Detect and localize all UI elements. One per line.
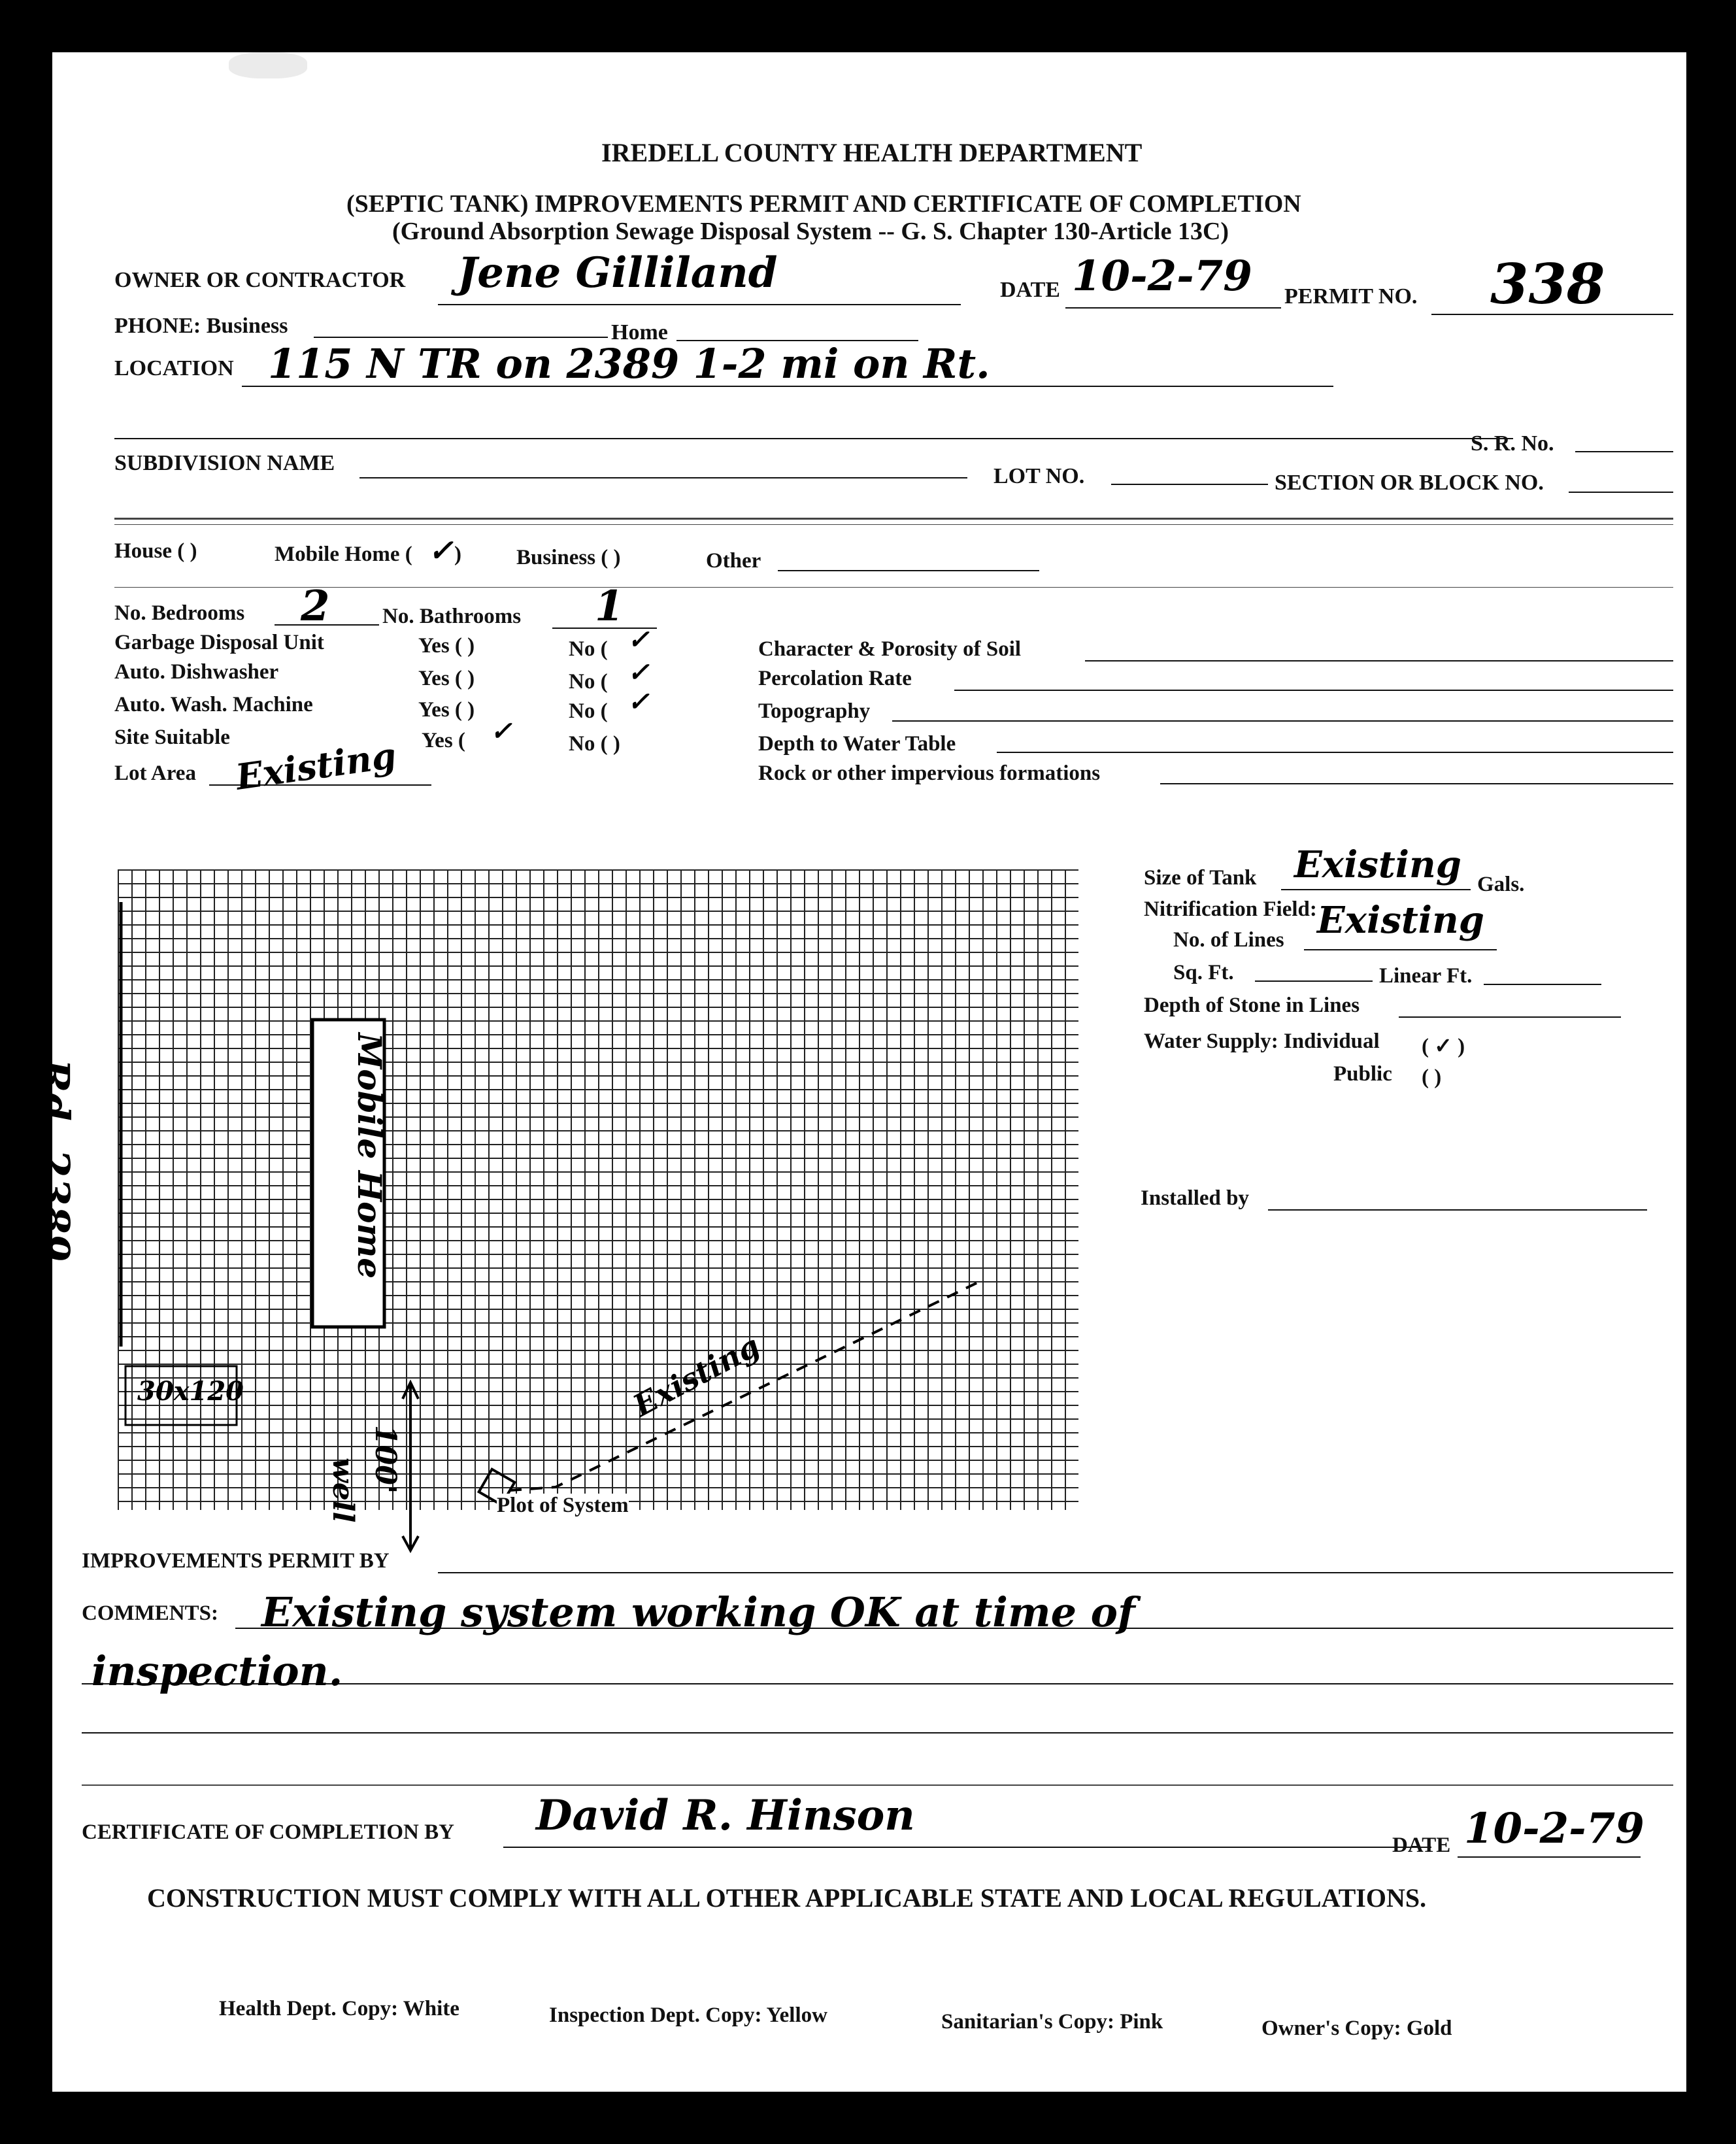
tank-size-value: Existing (1294, 843, 1461, 886)
certificate-date-line (1458, 1856, 1641, 1858)
lot-label: LOT NO. (993, 464, 1085, 488)
sanitarian-copy: Sanitarian's Copy: Pink (941, 2010, 1163, 2034)
bathrooms-label: No. Bathrooms (382, 605, 522, 628)
lines-value: Existing (1317, 899, 1484, 942)
stone-line (1399, 1016, 1621, 1018)
gallons-label: Gals. (1477, 873, 1525, 896)
topography-label: Topography (758, 699, 871, 723)
water-public-mark: ( ) (1422, 1065, 1442, 1089)
bathrooms-value: 1 (595, 582, 624, 631)
comments-text-1: Existing system working OK at time of (261, 1588, 1135, 1636)
owner-label: OWNER OR CONTRACTOR (114, 268, 406, 292)
location-label: LOCATION (114, 356, 234, 380)
subdivision-label: SUBDIVISION NAME (114, 451, 335, 475)
section-line (1569, 492, 1673, 493)
form-subtitle: (SEPTIC TANK) IMPROVEMENTS PERMIT AND CERTIFICATE OF COMPLETION (346, 190, 1301, 218)
permit-label: PERMIT NO. (1284, 284, 1418, 309)
road-label: Rd. 2389 (31, 1059, 78, 1262)
date-line (1065, 307, 1281, 309)
site-label: Site Suitable (114, 726, 230, 749)
sr-label: S. R. No. (1471, 431, 1554, 456)
bedrooms-label: No. Bedrooms (114, 601, 245, 625)
other-line (778, 570, 1039, 571)
dishwasher-no: No ( (569, 670, 608, 694)
nitrification-label: Nitrification Field: (1144, 897, 1317, 921)
section-label: SECTION OR BLOCK NO. (1275, 471, 1544, 495)
compliance-notice: CONSTRUCTION MUST COMPLY WITH ALL OTHER APPLICABLE STATE AND LOCAL REGULATIONS. (147, 1883, 1427, 1913)
lot-line (1111, 484, 1268, 485)
existing-sketch-label: Existing (627, 1328, 765, 1424)
distance-label: 100' (369, 1425, 402, 1494)
washer-yes: Yes ( ) (418, 698, 475, 722)
sqft-label: Sq. Ft. (1173, 961, 1234, 984)
permit-value: 338 (1490, 252, 1605, 316)
improvements-line (438, 1572, 1673, 1573)
lot-area-value: Existing (233, 734, 399, 798)
installed-line (1268, 1209, 1647, 1211)
mobile-home-sketch-label: Mobile Home (350, 1033, 389, 1279)
comments-label: COMMENTS: (82, 1601, 218, 1625)
installed-label: Installed by (1141, 1186, 1249, 1210)
percolation-line (954, 690, 1673, 691)
health-copy: Health Dept. Copy: White (219, 1997, 459, 2020)
comments-line-3 (82, 1732, 1673, 1734)
business-option: Business ( ) (516, 546, 621, 569)
sqft-line (1255, 980, 1373, 982)
garbage-yes: Yes ( ) (418, 634, 475, 658)
well-label: well (326, 1458, 359, 1523)
divider-1b (114, 524, 1673, 525)
mobile-home-option: Mobile Home ( (275, 543, 412, 566)
stone-label: Depth of Stone in Lines (1144, 994, 1360, 1017)
subdivision-line (359, 477, 967, 478)
soil-character-line (1085, 660, 1673, 662)
linear-label: Linear Ft. (1379, 964, 1473, 988)
owner-value: Jene Gilliland (458, 248, 778, 297)
inspection-copy: Inspection Dept. Copy: Yellow (549, 2003, 827, 2027)
garbage-no: No ( (569, 637, 608, 661)
washer-no: No ( (569, 699, 608, 723)
improvements-label: IMPROVEMENTS PERMIT BY (82, 1549, 390, 1573)
location-value: 115 N TR on 2389 1-2 mi on Rt. (268, 340, 990, 388)
dishwasher-label: Auto. Dishwasher (114, 660, 279, 684)
water-table-label: Depth to Water Table (758, 732, 956, 756)
date-value: 10-2-79 (1072, 252, 1252, 301)
percolation-label: Percolation Rate (758, 667, 912, 690)
water-supply-label: Water Supply: Individual (1144, 1030, 1380, 1053)
garbage-label: Garbage Disposal Unit (114, 631, 324, 654)
site-yes-mark: ✓ (490, 716, 512, 746)
sr-line (1575, 451, 1673, 452)
garbage-no-mark: ✓ (627, 624, 650, 655)
other-label: Other (706, 549, 761, 573)
certificate-line (503, 1847, 1431, 1848)
bedrooms-value: 2 (301, 582, 330, 631)
washer-no-mark: ✓ (627, 686, 650, 717)
linear-line (1484, 984, 1601, 985)
divider-2 (114, 587, 1673, 588)
phone-business-line (314, 337, 608, 338)
mobile-home-check: ✓ (428, 533, 454, 568)
washer-label: Auto. Wash. Machine (114, 693, 313, 716)
tank-size-line (1281, 889, 1471, 890)
divider-1 (114, 518, 1673, 520)
department-title: IREDELL COUNTY HEALTH DEPARTMENT (601, 138, 1143, 167)
mobile-home-close: ) (454, 543, 461, 566)
certificate-label: CERTIFICATE OF COMPLETION BY (82, 1820, 454, 1844)
lot-size-label: 30x120 (137, 1376, 244, 1407)
house-option: House ( ) (114, 539, 197, 563)
rock-line (1160, 783, 1673, 784)
location-line-2 (114, 438, 1513, 439)
owner-line (438, 304, 961, 305)
soil-character-label: Character & Porosity of Soil (758, 637, 1022, 661)
form-subtitle-2: (Ground Absorption Sewage Disposal System -- G. S. Chapter 130-Article 13C) (392, 218, 1229, 245)
topography-line (892, 720, 1673, 722)
divider-3 (82, 1784, 1673, 1786)
dishwasher-yes: Yes ( ) (418, 667, 475, 690)
phone-home-label: Home (611, 320, 668, 344)
rock-label: Rock or other impervious formations (758, 762, 1101, 785)
phone-label: PHONE: Business (114, 314, 288, 338)
lot-area-label: Lot Area (114, 762, 196, 785)
dishwasher-no-mark: ✓ (627, 657, 650, 688)
permit-form (31, 52, 1686, 2092)
lines-label: No. of Lines (1173, 928, 1284, 952)
certificate-signature: David R. Hinson (536, 1791, 915, 1840)
scan-artifact (229, 52, 307, 78)
owner-copy: Owner's Copy: Gold (1261, 2017, 1452, 2040)
certificate-date-value: 10-2-79 (1464, 1804, 1644, 1853)
comments-text-2: inspection. (92, 1647, 343, 1695)
date-label: DATE (1000, 278, 1060, 302)
plot-drawing (52, 824, 1098, 1575)
tank-size-label: Size of Tank (1144, 866, 1257, 890)
certificate-date-label: DATE (1392, 1834, 1451, 1857)
water-individual-mark: ( ✓ ) (1422, 1035, 1465, 1058)
plot-label: Plot of System (497, 1494, 629, 1517)
site-no: No ( ) (569, 732, 620, 756)
water-table-line (997, 752, 1673, 753)
lines-line (1304, 949, 1497, 950)
water-public-label: Public (1333, 1062, 1392, 1086)
site-yes: Yes ( (422, 729, 465, 752)
